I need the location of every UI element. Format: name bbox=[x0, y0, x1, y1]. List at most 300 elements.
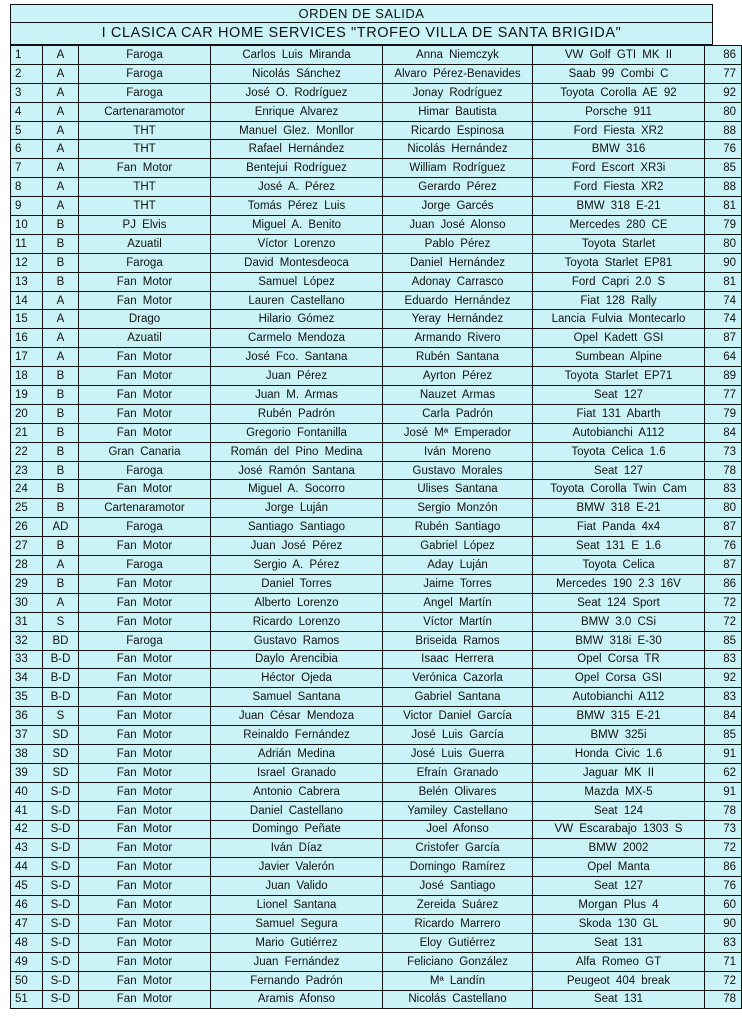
driver-cell: Lionel Santana bbox=[211, 896, 383, 915]
start-number-cell: 14 bbox=[11, 291, 43, 310]
table-row bbox=[11, 820, 742, 839]
points-cell: 90 bbox=[705, 914, 742, 933]
category-cell: S-D bbox=[43, 933, 79, 952]
table-row bbox=[11, 650, 742, 669]
driver-cell: Manuel Glez. Monllor bbox=[211, 121, 383, 140]
co-driver-cell: Eloy Gutiérrez bbox=[383, 933, 533, 952]
co-driver-cell: Zereida Suárez bbox=[383, 896, 533, 915]
start-number-cell: 47 bbox=[11, 914, 43, 933]
co-driver-cell: Yamiley Castellano bbox=[383, 801, 533, 820]
co-driver-cell: Gabriel Santana bbox=[383, 688, 533, 707]
points-cell: 85 bbox=[705, 726, 742, 745]
start-number-cell: 30 bbox=[11, 593, 43, 612]
category-cell: B bbox=[43, 272, 79, 291]
car-cell: Seat 131 bbox=[533, 933, 705, 952]
team-cell: Fan Motor bbox=[79, 726, 211, 745]
car-cell: Mercedes 280 CE bbox=[533, 216, 705, 235]
start-number-cell: 51 bbox=[11, 990, 43, 1009]
start-number-cell: 21 bbox=[11, 423, 43, 442]
team-cell: Azuatil bbox=[79, 329, 211, 348]
start-number-cell: 10 bbox=[11, 216, 43, 235]
team-cell: Faroga bbox=[79, 631, 211, 650]
points-cell: 72 bbox=[705, 593, 742, 612]
start-number-cell: 28 bbox=[11, 556, 43, 575]
driver-cell: Rafael Hernández bbox=[211, 140, 383, 159]
table-row bbox=[11, 744, 742, 763]
start-number-cell: 25 bbox=[11, 499, 43, 518]
driver-cell: Santiago Santiago bbox=[211, 518, 383, 537]
table-row bbox=[11, 46, 742, 65]
category-cell: S-D bbox=[43, 801, 79, 820]
start-number-cell: 42 bbox=[11, 820, 43, 839]
category-cell: SD bbox=[43, 763, 79, 782]
points-cell: 83 bbox=[705, 650, 742, 669]
category-cell: S-D bbox=[43, 820, 79, 839]
team-cell: Fan Motor bbox=[79, 272, 211, 291]
category-cell: A bbox=[43, 593, 79, 612]
co-driver-cell: Gustavo Morales bbox=[383, 461, 533, 480]
category-cell: S bbox=[43, 612, 79, 631]
category-cell: A bbox=[43, 348, 79, 367]
category-cell: B bbox=[43, 499, 79, 518]
car-cell: Jaguar MK II bbox=[533, 763, 705, 782]
event-subtitle: I CLASICA CAR HOME SERVICES "TROFEO VILLA DE SANTA BRIGIDA" bbox=[101, 25, 622, 41]
category-cell: S-D bbox=[43, 877, 79, 896]
category-cell: S-D bbox=[43, 990, 79, 1009]
start-number-cell: 2 bbox=[11, 64, 43, 83]
table-body bbox=[11, 46, 742, 1009]
category-cell: A bbox=[43, 556, 79, 575]
car-cell: Seat 124 bbox=[533, 801, 705, 820]
points-cell: 85 bbox=[705, 159, 742, 178]
co-driver-cell: José Mª Emperador bbox=[383, 423, 533, 442]
points-cell: 84 bbox=[705, 423, 742, 442]
team-cell: Faroga bbox=[79, 46, 211, 65]
start-number-cell: 37 bbox=[11, 726, 43, 745]
category-cell: S bbox=[43, 707, 79, 726]
table-row bbox=[11, 763, 742, 782]
co-driver-cell: Yeray Hernández bbox=[383, 310, 533, 329]
points-cell: 78 bbox=[705, 990, 742, 1009]
points-cell: 81 bbox=[705, 197, 742, 216]
team-cell: Fan Motor bbox=[79, 820, 211, 839]
start-number-cell: 35 bbox=[11, 688, 43, 707]
category-cell: A bbox=[43, 178, 79, 197]
category-cell: B bbox=[43, 253, 79, 272]
start-number-cell: 46 bbox=[11, 896, 43, 915]
co-driver-cell: Sergio Monzón bbox=[383, 499, 533, 518]
car-cell: Fiat 131 Abarth bbox=[533, 404, 705, 423]
team-cell: Fan Motor bbox=[79, 858, 211, 877]
category-cell: A bbox=[43, 197, 79, 216]
table-row bbox=[11, 442, 742, 461]
team-cell: Cartenaramotor bbox=[79, 499, 211, 518]
table-row bbox=[11, 990, 742, 1009]
car-cell: BMW 318 E-21 bbox=[533, 499, 705, 518]
category-cell: B bbox=[43, 461, 79, 480]
category-cell: B bbox=[43, 216, 79, 235]
co-driver-cell: Himar Bautista bbox=[383, 102, 533, 121]
table-row bbox=[11, 121, 742, 140]
team-cell: Fan Motor bbox=[79, 914, 211, 933]
category-cell: S-D bbox=[43, 858, 79, 877]
table-row bbox=[11, 291, 742, 310]
car-cell: Seat 131 bbox=[533, 990, 705, 1009]
table-row bbox=[11, 971, 742, 990]
start-number-cell: 16 bbox=[11, 329, 43, 348]
car-cell: Seat 127 bbox=[533, 386, 705, 405]
category-cell: SD bbox=[43, 726, 79, 745]
driver-cell: Alberto Lorenzo bbox=[211, 593, 383, 612]
car-cell: Toyota Celica 1.6 bbox=[533, 442, 705, 461]
driver-cell: Samuel Segura bbox=[211, 914, 383, 933]
start-number-cell: 41 bbox=[11, 801, 43, 820]
points-cell: 85 bbox=[705, 631, 742, 650]
co-driver-cell: Carla Padrón bbox=[383, 404, 533, 423]
points-cell: 81 bbox=[705, 272, 742, 291]
category-cell: S-D bbox=[43, 839, 79, 858]
co-driver-cell: José Luis García bbox=[383, 726, 533, 745]
car-cell: Opel Corsa GSI bbox=[533, 669, 705, 688]
category-cell: AD bbox=[43, 518, 79, 537]
points-cell: 78 bbox=[705, 461, 742, 480]
category-cell: S-D bbox=[43, 896, 79, 915]
start-number-cell: 43 bbox=[11, 839, 43, 858]
car-cell: Peugeot 404 break bbox=[533, 971, 705, 990]
driver-cell: José A. Pérez bbox=[211, 178, 383, 197]
car-cell: Ford Fiesta XR2 bbox=[533, 178, 705, 197]
car-cell: Mercedes 190 2.3 16V bbox=[533, 574, 705, 593]
table-row bbox=[11, 64, 742, 83]
team-cell: THT bbox=[79, 140, 211, 159]
car-cell: Ford Capri 2.0 S bbox=[533, 272, 705, 291]
start-number-cell: 44 bbox=[11, 858, 43, 877]
co-driver-cell: Joel Afonso bbox=[383, 820, 533, 839]
co-driver-cell: José Santiago bbox=[383, 877, 533, 896]
points-cell: 73 bbox=[705, 820, 742, 839]
car-cell: BMW 315 E-21 bbox=[533, 707, 705, 726]
driver-cell: Ricardo Lorenzo bbox=[211, 612, 383, 631]
team-cell: Fan Motor bbox=[79, 593, 211, 612]
team-cell: Fan Motor bbox=[79, 348, 211, 367]
car-cell: BMW 2002 bbox=[533, 839, 705, 858]
points-cell: 91 bbox=[705, 782, 742, 801]
car-cell: Seat 131 E 1.6 bbox=[533, 537, 705, 556]
driver-cell: Daniel Torres bbox=[211, 574, 383, 593]
co-driver-cell: Jaime Torres bbox=[383, 574, 533, 593]
team-cell: Faroga bbox=[79, 64, 211, 83]
category-cell: S-D bbox=[43, 971, 79, 990]
car-cell: Honda Civic 1.6 bbox=[533, 744, 705, 763]
co-driver-cell: Adonay Carrasco bbox=[383, 272, 533, 291]
car-cell: Ford Fiesta XR2 bbox=[533, 121, 705, 140]
team-cell: Fan Motor bbox=[79, 423, 211, 442]
co-driver-cell: Armando Rivero bbox=[383, 329, 533, 348]
driver-cell: Carlos Luis Miranda bbox=[211, 46, 383, 65]
driver-cell: Sergio A. Pérez bbox=[211, 556, 383, 575]
team-cell: Faroga bbox=[79, 83, 211, 102]
points-cell: 83 bbox=[705, 688, 742, 707]
car-cell: BMW 325i bbox=[533, 726, 705, 745]
table-row bbox=[11, 102, 742, 121]
driver-cell: Enrique Alvarez bbox=[211, 102, 383, 121]
driver-cell: Rubén Padrón bbox=[211, 404, 383, 423]
points-cell: 92 bbox=[705, 669, 742, 688]
co-driver-cell: Nauzet Armas bbox=[383, 386, 533, 405]
co-driver-cell: Victor Daniel García bbox=[383, 707, 533, 726]
table-row bbox=[11, 197, 742, 216]
driver-cell: Antonio Cabrera bbox=[211, 782, 383, 801]
start-number-cell: 4 bbox=[11, 102, 43, 121]
table-row bbox=[11, 574, 742, 593]
car-cell: VW Escarabajo 1303 S bbox=[533, 820, 705, 839]
points-cell: 71 bbox=[705, 952, 742, 971]
driver-cell: Juan Pérez bbox=[211, 367, 383, 386]
driver-cell: Hilario Gómez bbox=[211, 310, 383, 329]
co-driver-cell: Pablo Pérez bbox=[383, 234, 533, 253]
team-cell: Fan Motor bbox=[79, 404, 211, 423]
table-row bbox=[11, 234, 742, 253]
table-row bbox=[11, 518, 742, 537]
team-cell: Fan Motor bbox=[79, 650, 211, 669]
car-cell: Toyota Starlet EP71 bbox=[533, 367, 705, 386]
category-cell: B-D bbox=[43, 650, 79, 669]
driver-cell: Iván Díaz bbox=[211, 839, 383, 858]
car-cell: Saab 99 Combi C bbox=[533, 64, 705, 83]
driver-cell: Juan M. Armas bbox=[211, 386, 383, 405]
category-cell: B bbox=[43, 537, 79, 556]
category-cell: A bbox=[43, 329, 79, 348]
points-cell: 78 bbox=[705, 801, 742, 820]
team-cell: Fan Motor bbox=[79, 386, 211, 405]
team-cell: Fan Motor bbox=[79, 669, 211, 688]
driver-cell: Lauren Castellano bbox=[211, 291, 383, 310]
points-cell: 73 bbox=[705, 442, 742, 461]
points-cell: 80 bbox=[705, 234, 742, 253]
car-cell: BMW 3.0 CSi bbox=[533, 612, 705, 631]
co-driver-cell: Efraín Granado bbox=[383, 763, 533, 782]
driver-cell: Víctor Lorenzo bbox=[211, 234, 383, 253]
start-order-table bbox=[10, 45, 742, 1009]
co-driver-cell: Alvaro Pérez-Benavides bbox=[383, 64, 533, 83]
points-cell: 77 bbox=[705, 64, 742, 83]
driver-cell: Javier Valerón bbox=[211, 858, 383, 877]
driver-cell: Domingo Peñate bbox=[211, 820, 383, 839]
points-cell: 91 bbox=[705, 744, 742, 763]
start-number-cell: 20 bbox=[11, 404, 43, 423]
team-cell: Fan Motor bbox=[79, 952, 211, 971]
car-cell: Opel Kadett GSI bbox=[533, 329, 705, 348]
points-cell: 87 bbox=[705, 556, 742, 575]
co-driver-cell: Ayrton Pérez bbox=[383, 367, 533, 386]
start-number-cell: 7 bbox=[11, 159, 43, 178]
co-driver-cell: Nicolás Hernández bbox=[383, 140, 533, 159]
category-cell: A bbox=[43, 159, 79, 178]
category-cell: B-D bbox=[43, 669, 79, 688]
start-number-cell: 24 bbox=[11, 480, 43, 499]
co-driver-cell: Ulises Santana bbox=[383, 480, 533, 499]
start-number-cell: 22 bbox=[11, 442, 43, 461]
category-cell: A bbox=[43, 46, 79, 65]
points-cell: 89 bbox=[705, 367, 742, 386]
car-cell: Sumbean Alpine bbox=[533, 348, 705, 367]
car-cell: Seat 127 bbox=[533, 461, 705, 480]
start-number-cell: 34 bbox=[11, 669, 43, 688]
table-row bbox=[11, 707, 742, 726]
driver-cell: Adrián Medina bbox=[211, 744, 383, 763]
co-driver-cell: Aday Luján bbox=[383, 556, 533, 575]
table-row bbox=[11, 159, 742, 178]
co-driver-cell: Juan José Alonso bbox=[383, 216, 533, 235]
team-cell: Fan Motor bbox=[79, 707, 211, 726]
start-number-cell: 38 bbox=[11, 744, 43, 763]
driver-cell: Jorge Luján bbox=[211, 499, 383, 518]
driver-cell: Nicolás Sánchez bbox=[211, 64, 383, 83]
category-cell: S-D bbox=[43, 914, 79, 933]
driver-cell: Daniel Castellano bbox=[211, 801, 383, 820]
start-number-cell: 12 bbox=[11, 253, 43, 272]
driver-cell: Samuel Santana bbox=[211, 688, 383, 707]
driver-cell: Israel Granado bbox=[211, 763, 383, 782]
driver-cell: Miguel A. Socorro bbox=[211, 480, 383, 499]
car-cell: Toyota Starlet EP81 bbox=[533, 253, 705, 272]
driver-cell: Carmelo Mendoza bbox=[211, 329, 383, 348]
team-cell: Fan Motor bbox=[79, 801, 211, 820]
points-cell: 90 bbox=[705, 253, 742, 272]
team-cell: Faroga bbox=[79, 518, 211, 537]
team-cell: Faroga bbox=[79, 556, 211, 575]
start-number-cell: 23 bbox=[11, 461, 43, 480]
co-driver-cell: Ricardo Espinosa bbox=[383, 121, 533, 140]
team-cell: Fan Motor bbox=[79, 159, 211, 178]
points-cell: 86 bbox=[705, 574, 742, 593]
team-cell: Fan Motor bbox=[79, 877, 211, 896]
start-number-cell: 27 bbox=[11, 537, 43, 556]
team-cell: Fan Motor bbox=[79, 537, 211, 556]
table-row bbox=[11, 404, 742, 423]
points-cell: 86 bbox=[705, 858, 742, 877]
points-cell: 77 bbox=[705, 386, 742, 405]
car-cell: Mazda MX-5 bbox=[533, 782, 705, 801]
car-cell: Autobianchi A112 bbox=[533, 688, 705, 707]
table-header bbox=[10, 4, 713, 45]
team-cell: Fan Motor bbox=[79, 782, 211, 801]
start-number-cell: 13 bbox=[11, 272, 43, 291]
table-row bbox=[11, 499, 742, 518]
car-cell: Alfa Romeo GT bbox=[533, 952, 705, 971]
driver-cell: Juan Valido bbox=[211, 877, 383, 896]
points-cell: 79 bbox=[705, 404, 742, 423]
team-cell: Faroga bbox=[79, 461, 211, 480]
co-driver-cell: Briseida Ramos bbox=[383, 631, 533, 650]
team-cell: Azuatil bbox=[79, 234, 211, 253]
team-cell: Drago bbox=[79, 310, 211, 329]
driver-cell: José Fco. Santana bbox=[211, 348, 383, 367]
points-cell: 76 bbox=[705, 877, 742, 896]
start-number-cell: 15 bbox=[11, 310, 43, 329]
co-driver-cell: Feliciano González bbox=[383, 952, 533, 971]
team-cell: Faroga bbox=[79, 253, 211, 272]
start-number-cell: 39 bbox=[11, 763, 43, 782]
table-row bbox=[11, 612, 742, 631]
driver-cell: Daylo Arencibia bbox=[211, 650, 383, 669]
start-number-cell: 48 bbox=[11, 933, 43, 952]
start-number-cell: 40 bbox=[11, 782, 43, 801]
car-cell: Skoda 130 GL bbox=[533, 914, 705, 933]
car-cell: Opel Manta bbox=[533, 858, 705, 877]
co-driver-cell: Gabriel López bbox=[383, 537, 533, 556]
table-row bbox=[11, 877, 742, 896]
category-cell: A bbox=[43, 121, 79, 140]
category-cell: B-D bbox=[43, 688, 79, 707]
start-number-cell: 5 bbox=[11, 121, 43, 140]
team-cell: Fan Motor bbox=[79, 896, 211, 915]
table-row bbox=[11, 952, 742, 971]
table-row bbox=[11, 593, 742, 612]
category-cell: S-D bbox=[43, 952, 79, 971]
points-cell: 72 bbox=[705, 971, 742, 990]
car-cell: Opel Corsa TR bbox=[533, 650, 705, 669]
car-cell: Fiat Panda 4x4 bbox=[533, 518, 705, 537]
driver-cell: Miguel A. Benito bbox=[211, 216, 383, 235]
team-cell: Fan Motor bbox=[79, 612, 211, 631]
points-cell: 86 bbox=[705, 46, 742, 65]
points-cell: 80 bbox=[705, 499, 742, 518]
co-driver-cell: Cristofer García bbox=[383, 839, 533, 858]
team-cell: Fan Motor bbox=[79, 367, 211, 386]
co-driver-cell: Iván Moreno bbox=[383, 442, 533, 461]
team-cell: Fan Motor bbox=[79, 688, 211, 707]
team-cell: Fan Motor bbox=[79, 971, 211, 990]
points-cell: 74 bbox=[705, 291, 742, 310]
co-driver-cell: Ricardo Marrero bbox=[383, 914, 533, 933]
points-cell: 88 bbox=[705, 178, 742, 197]
start-number-cell: 9 bbox=[11, 197, 43, 216]
team-cell: Fan Motor bbox=[79, 480, 211, 499]
car-cell: Toyota Celica bbox=[533, 556, 705, 575]
co-driver-cell: Daniel Hernández bbox=[383, 253, 533, 272]
table-row bbox=[11, 480, 742, 499]
table-row bbox=[11, 216, 742, 235]
co-driver-cell: Eduardo Hernández bbox=[383, 291, 533, 310]
start-number-cell: 18 bbox=[11, 367, 43, 386]
table-row bbox=[11, 386, 742, 405]
driver-cell: David Montesdeoca bbox=[211, 253, 383, 272]
team-cell: Fan Motor bbox=[79, 291, 211, 310]
driver-cell: José Ramón Santana bbox=[211, 461, 383, 480]
start-number-cell: 50 bbox=[11, 971, 43, 990]
page-title: ORDEN DE SALIDA bbox=[11, 5, 712, 23]
category-cell: B bbox=[43, 480, 79, 499]
category-cell: A bbox=[43, 291, 79, 310]
category-cell: B bbox=[43, 442, 79, 461]
points-cell: 72 bbox=[705, 612, 742, 631]
team-cell: THT bbox=[79, 197, 211, 216]
start-number-cell: 17 bbox=[11, 348, 43, 367]
start-number-cell: 19 bbox=[11, 386, 43, 405]
driver-cell: Bentejui Rodríguez bbox=[211, 159, 383, 178]
start-number-cell: 8 bbox=[11, 178, 43, 197]
team-cell: Fan Motor bbox=[79, 744, 211, 763]
table-row bbox=[11, 310, 742, 329]
co-driver-cell: José Luis Guerra bbox=[383, 744, 533, 763]
points-cell: 62 bbox=[705, 763, 742, 782]
team-cell: Fan Motor bbox=[79, 574, 211, 593]
car-cell: BMW 318 E-21 bbox=[533, 197, 705, 216]
start-number-cell: 33 bbox=[11, 650, 43, 669]
start-number-cell: 11 bbox=[11, 234, 43, 253]
team-cell: PJ Elvis bbox=[79, 216, 211, 235]
